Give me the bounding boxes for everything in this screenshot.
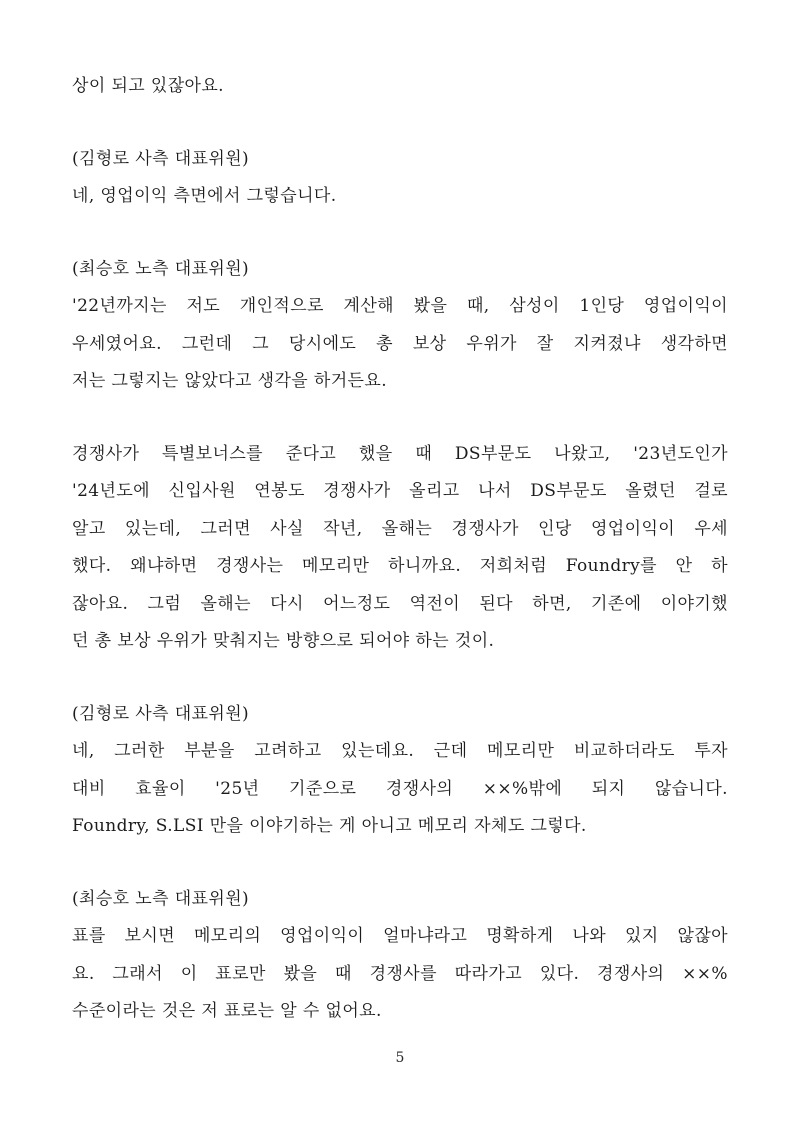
text-line: 상이 되고 있잖아요. (72, 76, 224, 96)
text-line: 했다. 왜냐하면 경쟁사는 메모리만 하니까요. 저희처럼 Foundry를 안 하 (72, 556, 728, 576)
paragraph-block (72, 68, 728, 106)
paragraph (72, 918, 728, 1031)
paragraph (72, 178, 728, 216)
document-body (72, 68, 728, 1031)
text-line: 네, 그러한 부분을 고려하고 있는데요. 근데 메모리만 비교하더라도 투자 (72, 741, 728, 761)
text-line: '22년까지는 저도 개인적으로 계산해 봤을 때, 삼성이 1인당 영업이익이 (72, 296, 728, 316)
speaker-label: (최승호 노측 대표위원) (72, 258, 250, 279)
page-number: 5 (395, 1050, 405, 1066)
text-line: 우세였어요. 그런데 그 당시에도 총 보상 우위가 잘 지켜졌냐 생각하면 (72, 333, 728, 354)
speaker-label: (김형로 사측 대표위원) (72, 703, 250, 724)
text-line: '24년도에 신입사원 연봉도 경쟁사가 올리고 나서 DS부문도 올렸던 걸로 (72, 481, 728, 501)
text-line: 요. 그래서 이 표로만 봤을 때 경쟁사를 따라가고 있다. 경쟁사의 ××% (72, 963, 728, 984)
text-line: 알고 있는데, 그러면 사실 작년, 올해는 경쟁사가 인당 영업이익이 우세 (72, 518, 728, 539)
speech-block (72, 141, 728, 216)
text-line: 표를 보시면 메모리의 영업이익이 얼마냐라고 명확하게 나와 있지 않잖아 (72, 926, 728, 946)
speech-block (72, 881, 728, 1031)
paragraph (72, 288, 728, 401)
paragraph (72, 68, 728, 106)
paragraph (72, 436, 728, 661)
paragraph (72, 733, 728, 846)
speaker-label: (최승호 노측 대표위원) (72, 888, 250, 909)
text-line: 대비 효율이 '25년 기준으로 경쟁사의 ××%밖에 되지 않습니다. (72, 778, 728, 799)
text-line: Foundry, S.LSI 만을 이야기하는 게 아니고 메모리 자체도 그렇다. (72, 816, 587, 836)
text-line: 수준이라는 것은 저 표로는 알 수 없어요. (72, 1001, 382, 1021)
page-footer (0, 1050, 800, 1066)
text-line: 던 총 보상 우위가 맞춰지는 방향으로 되어야 하는 것이. (72, 631, 495, 651)
speech-block (72, 251, 728, 661)
text-line: 저는 그렇지는 않았다고 생각을 하거든요. (72, 371, 387, 391)
speech-block (72, 696, 728, 846)
text-line: 경쟁사가 특별보너스를 준다고 했을 때 DS부문도 나왔고, '23년도인가 (72, 443, 728, 464)
text-line: 잖아요. 그럼 올해는 다시 어느정도 역전이 된다 하면, 기존에 이야기했 (72, 593, 728, 614)
text-line: 네, 영업이익 측면에서 그렇습니다. (72, 186, 337, 206)
speaker-label: (김형로 사측 대표위원) (72, 148, 250, 169)
